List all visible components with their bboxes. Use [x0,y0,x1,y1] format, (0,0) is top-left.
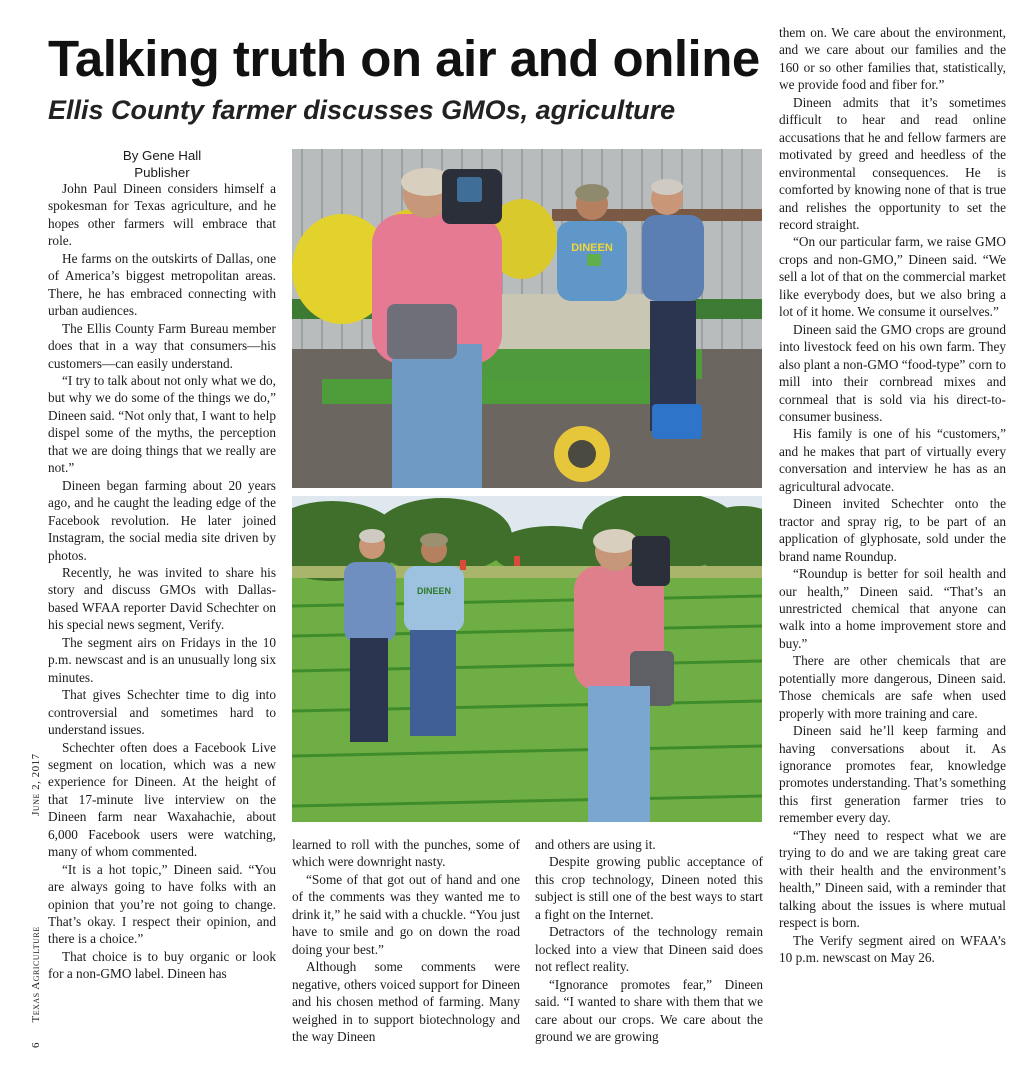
paragraph: “I try to talk about not only what we do, but why we do some of the things we do,” Dineen said. “Not only that, I want to help dispel some of the myths, the perception that we are doing things that we really are not.” [48,372,276,476]
paragraph: That choice is to buy organic or look for a non-GMO label. Dineen has [48,948,276,982]
paragraph: “Roundup is better for soil health and our health,” Dineen said. “That’s an unrestricted chemical that anyone can walk into a home improvement store and buy.” [779,566,1006,651]
paragraph: “Some of that got out of hand and one of the comments was they wanted me to drink it,” he said with a chuckle. “You just have to smile and go on down the road doing your best.” [292,871,520,957]
paragraph: “They need to respect what we are trying to do and we are taking great care with their health and the environment’s health,” Dineen said, with a reminder that talking about the issues is where mutual respect is born. [779,827,1006,931]
paragraph: Schechter often does a Facebook Live segment on location, which was a new experience for Dineen. At the height of that 17-minute live interview on the Dineen farm near Waxahachie, about 6,000 Facebook users were watching, many of whom commented. [48,739,276,860]
paragraph: Dineen said the GMO crops are ground into livestock feed on his own farm. They also plant a non-GMO “food-type” corn to mill into their cornbread mixes and cornmeal that is sold via his direct-to-consumer business. [779,321,1006,424]
photo-barn-interview [292,149,762,488]
photo-cornfield-interview-image [292,496,762,822]
subheadline: Ellis County farmer discusses GMOs, agriculture [48,95,676,125]
article-column-3 [535,836,763,1045]
byline-name: By Gene Hall [122,148,202,163]
blue-bag [652,404,702,439]
paragraph: “On our particular farm, we raise GMO crops and non-GMO,” Dineen said. “We sell a lot of that on the commercial market like everybody does, but we also bring a lot of it home. We consume it ourselves.” [779,234,1006,320]
farmer-shirt-text: DINEEN [571,242,613,254]
publication-name: Texas Agriculture [30,926,42,1023]
page-margin-label [30,753,42,1048]
article-column-2 [292,836,520,1045]
page-number: 6 [30,1042,42,1048]
paragraph: Recently, he was invited to share his story and discuss GMOs with Dallas-based WFAA reporter David Schechter on his special news segment, Verify. [48,564,276,633]
paragraph: His family is one of his “customers,” and he makes that part of virtually every conversation and interview he has as an agricultural advocate. [779,426,1006,494]
headline: Talking truth on air and online [48,30,760,87]
paragraph: Although some comments were negative, others voiced support for Dineen and his chosen method of farming. Many weighed in to support biotechnology and the way Dineen [292,959,520,1044]
paragraph: Detractors of the technology remain locked into a view that Dineen said does not reflect reality. [535,924,763,975]
field-farmer-shirt-text: DINEEN [416,586,452,596]
paragraph: Despite growing public acceptance of this crop technology, Dineen noted this subject is still one of the best ways to start a fight on the Internet. [535,854,763,922]
paragraph: “It is a hot topic,” Dineen said. “You are always going to have folks with an opinion that you’re not going to change. That’s okay. I respect their opinion, and there is a choice.” [48,861,276,947]
issue-date: June 2, 2017 [30,753,42,816]
byline-title: Publisher [134,165,190,180]
paragraph: them on. We care about the environment, and we care about our families and the 160 or so other families that, statistically, we provide food and fiber for.” [779,25,1006,93]
reporter [642,179,704,431]
paragraph: The Verify segment aired on WFAA’s 10 p.m. newscast on May 26. [779,932,1006,966]
article-column-4 [779,24,1006,966]
photo-barn-interview-image [292,149,762,488]
paragraph: Dineen said he’ll keep farming and having conversations about it. As ignorance promotes fear, knowledge promotes understanding. That’s something this first generation farmer tries to remember every day. [779,723,1006,826]
paragraph: There are other chemicals that are potentially more dangerous, Dineen said. Those chemicals are safe when used properly with more training and care. [779,653,1006,721]
paragraph: Dineen invited Schechter onto the tractor and spray rig, to be part of an application of glyphosate, sold under the brand name Roundup. [779,496,1006,564]
article-column-1 [48,180,276,983]
paragraph: The Ellis County Farm Bureau member does that in a way that consumers—his customers—can easily understand. [48,320,276,371]
photo-cornfield-interview [292,496,762,822]
paragraph: He farms on the outskirts of Dallas, one of America’s biggest metropolitan areas. There, he has embraced connecting with urban audiences. [48,250,276,319]
paragraph: Dineen admits that it’s sometimes difficult to hear and read online accusations that he and fellow farmers are motivated by greed and heedless of the environmental consequences. He is comforted by knowing none of that is true and relishes the opportunity to set the record straight. [779,94,1006,232]
paragraph: “Ignorance promotes fear,” Dineen said. “I wanted to share with them that we care about our crops. We care about the ground we are growing [535,976,763,1044]
paragraph: The segment airs on Fridays in the 10 p.m. newscast and is an unusually long six minutes. [48,634,276,685]
paragraph: Dineen began farming about 20 years ago, and he caught the leading edge of the Facebook revolution. He later joined Instagram, the social media site driven by photos. [48,477,276,563]
byline [48,147,276,181]
paragraph: John Paul Dineen considers himself a spokesman for Texas agriculture, and he hopes other farmers will embrace that role. [48,181,276,249]
paragraph: and others are using it. [535,837,656,852]
paragraph: That gives Schechter time to dig into controversial and sometimes hard to understand issues. [48,687,276,738]
paragraph: learned to roll with the punches, some of which were downright nasty. [292,837,520,870]
